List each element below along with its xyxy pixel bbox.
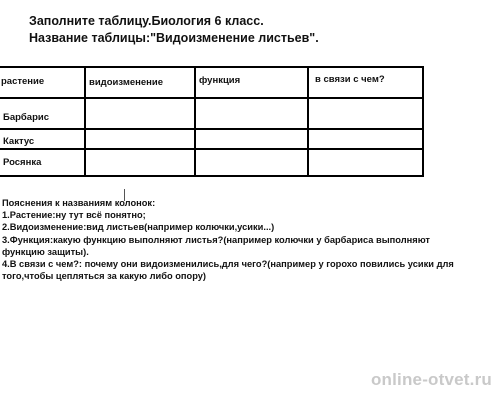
notes-title: Пояснения к названиям колонок: — [2, 198, 156, 208]
header-plant: растение — [1, 76, 45, 87]
notes — [2, 197, 472, 282]
watermark: online-otvet.ru — [370, 370, 492, 389]
note-item: 1.Растение:ну тут всё понятно; — [2, 210, 146, 221]
row-barberry: Барбарис — [3, 112, 49, 123]
table-line — [194, 66, 196, 177]
header-reason: в связи с чем? — [315, 74, 385, 85]
header-function: функция — [199, 75, 241, 86]
note-item: 4.В связи с чем?: почему они видоизменились,для чего?(например у горохо повились усики для того,чтобы цепляться за какую либо опору) — [2, 259, 454, 282]
table-line — [422, 66, 424, 177]
table-line — [0, 148, 424, 150]
note-item: 3.Функция:какую функцию выполняют листья?(например колючки у барбариса выполняют функцию защиты). — [2, 234, 430, 257]
table-line — [0, 175, 424, 177]
header-modification: видоизменение — [89, 77, 164, 88]
table-line — [0, 128, 424, 130]
heading-line-1: Заполните таблицу.Биология 6 класс. — [29, 14, 264, 28]
table-line — [0, 97, 424, 99]
table-line — [0, 66, 424, 68]
heading-line-2: Название таблицы:"Видоизменение листьев". — [29, 31, 319, 45]
row-cactus: Кактус — [3, 136, 35, 147]
table-line — [84, 66, 86, 177]
table-line — [307, 66, 309, 177]
note-item: 2.Видоизменение:вид листьев(например колючки,усики...) — [2, 222, 275, 233]
row-sundew: Росянка — [3, 157, 42, 168]
